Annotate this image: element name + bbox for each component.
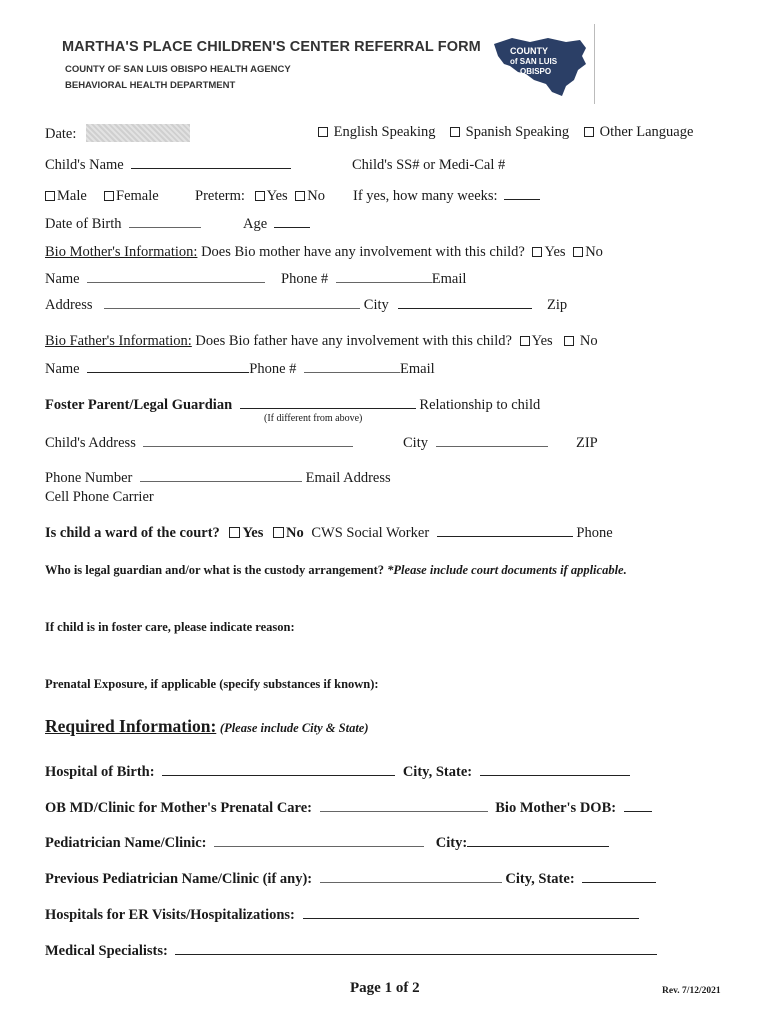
bio-mother-phone-row (281, 271, 466, 288)
date-input[interactable] (86, 124, 190, 142)
specialists-label: Medical Specialists: (45, 943, 168, 959)
ward-no-checkbox[interactable] (273, 527, 284, 538)
cell-carrier-label: Cell Phone Carrier (45, 489, 154, 505)
preterm-label: Preterm: (195, 188, 245, 204)
age-label: Age (243, 216, 268, 232)
ob-md-row (45, 800, 652, 817)
foster-reason-label: If child is in foster care, please indicate reason: (45, 620, 295, 634)
bio-father-question: Does Bio father have any involvement with this child? (195, 333, 512, 349)
specialists-row (45, 943, 657, 960)
bio-mother-yes-checkbox[interactable] (532, 247, 542, 257)
bio-father-no-label: No (579, 333, 598, 349)
childs-zip-label: ZIP (576, 435, 598, 451)
required-heading: Required Information: (45, 716, 217, 736)
other-language-checkbox[interactable] (584, 127, 594, 137)
prev-pediatrician-city-state-label: City, State: (505, 871, 575, 887)
childs-city-row (403, 435, 548, 452)
ss-label: Child's SS# or Medi-Cal # (352, 157, 506, 173)
bio-mother-phone-field[interactable] (336, 281, 432, 283)
english-checkbox[interactable] (318, 127, 328, 137)
hospitals-er-label: Hospitals for ER Visits/Hospitalizations: (45, 907, 295, 923)
other-language-label: Other Language (599, 124, 694, 140)
legal-guardian-note: *Please include court documents if applicable. (387, 563, 627, 577)
hospitals-er-row (45, 907, 639, 924)
male-option[interactable] (45, 188, 87, 205)
spanish-label: Spanish Speaking (465, 124, 570, 140)
english-option[interactable] (318, 124, 436, 141)
ward-yes-label: Yes (242, 525, 264, 541)
female-checkbox[interactable] (104, 191, 114, 201)
pediatrician-city-field[interactable] (467, 845, 609, 847)
logo-text-line3: OBISPO (520, 67, 552, 76)
age-field[interactable] (274, 226, 310, 228)
required-note: (Please include City & State) (219, 721, 369, 735)
email-address-label: Email Address (305, 470, 391, 486)
bio-mother-city-label: City (363, 297, 389, 313)
prev-pediatrician-field[interactable] (320, 881, 502, 883)
bio-mother-question: Does Bio mother have any involvement with this child? (201, 244, 525, 260)
ward-label: Is child a ward of the court? (45, 525, 220, 541)
dob-label: Date of Birth (45, 216, 122, 232)
bio-father-phone-field[interactable] (304, 371, 400, 373)
bio-mother-no-label: No (585, 244, 603, 260)
weeks-row (353, 188, 540, 205)
preterm-no-label: No (307, 188, 326, 204)
bio-mother-phone-label: Phone # (281, 271, 329, 287)
dob-row (45, 216, 201, 233)
prev-pediatrician-city-state-field[interactable] (582, 881, 656, 883)
ob-md-field[interactable] (320, 810, 488, 812)
foster-field[interactable] (240, 407, 416, 409)
bio-father-name-row (45, 361, 435, 378)
phone-number-field[interactable] (140, 480, 302, 482)
ob-md-label: OB MD/Clinic for Mother's Prenatal Care: (45, 800, 312, 816)
bio-mother-name-row (45, 271, 265, 288)
male-checkbox[interactable] (45, 191, 55, 201)
preterm-yes-checkbox[interactable] (255, 191, 265, 201)
female-label: Female (116, 188, 159, 204)
pediatrician-label: Pediatrician Name/Clinic: (45, 835, 207, 851)
date-row (45, 124, 190, 143)
bio-mother-address-row (45, 297, 532, 314)
ward-yes-checkbox[interactable] (229, 527, 240, 538)
foster-row (45, 397, 540, 414)
bio-father-name-field[interactable] (87, 371, 249, 373)
logo-text-line1: COUNTY (510, 46, 548, 56)
childs-city-label: City (403, 435, 428, 451)
hospital-birth-field[interactable] (162, 774, 395, 776)
childs-address-field[interactable] (143, 445, 353, 447)
phone-number-row (45, 470, 391, 487)
bio-father-row (45, 333, 598, 350)
childs-city-field[interactable] (436, 445, 548, 447)
bio-mother-address-field[interactable] (104, 307, 360, 309)
relationship-label: Relationship to child (419, 397, 541, 413)
pediatrician-field[interactable] (214, 845, 424, 847)
bio-mother-dob-label: Bio Mother's DOB: (495, 800, 617, 816)
preterm-row (195, 188, 325, 205)
childs-address-row (45, 435, 353, 452)
cws-phone-label: Phone (576, 525, 613, 541)
female-option[interactable] (104, 188, 159, 205)
bio-mother-heading: Bio Mother's Information: (45, 244, 198, 260)
male-label: Male (57, 188, 87, 204)
bio-father-email-label: Email (400, 361, 435, 377)
dob-field[interactable] (129, 226, 201, 228)
childs-name-label: Child's Name (45, 157, 124, 173)
bio-mother-yes-label: Yes (544, 244, 566, 260)
phone-number-label: Phone Number (45, 470, 133, 486)
logo-text-line2: of SAN LUIS (510, 57, 558, 66)
required-heading-row (45, 716, 369, 737)
cws-label: CWS Social Worker (311, 525, 430, 541)
if-different-note: (If different from above) (264, 413, 363, 424)
bio-father-no-checkbox[interactable] (564, 336, 574, 346)
preterm-no-checkbox[interactable] (295, 191, 305, 201)
childs-address-label: Child's Address (45, 435, 136, 451)
agency-name: COUNTY OF SAN LUIS OBISPO HEALTH AGENCY (65, 64, 291, 75)
revision-date: Rev. 7/12/2021 (662, 986, 721, 996)
bio-mother-name-label: Name (45, 271, 80, 287)
weeks-label: If yes, how many weeks: (353, 188, 498, 204)
bio-mother-no-checkbox[interactable] (573, 247, 583, 257)
hospital-birth-row (45, 764, 630, 781)
childs-name-row (45, 157, 291, 174)
other-language-option[interactable] (584, 124, 693, 141)
bio-mother-email-label: Email (431, 271, 467, 287)
spanish-option[interactable] (450, 124, 569, 141)
preterm-yes-label: Yes (266, 188, 288, 204)
foster-label: Foster Parent/Legal Guardian (45, 397, 233, 413)
pediatrician-row (45, 835, 609, 852)
legal-guardian-question: Who is legal guardian and/or what is the custody arrangement? (45, 563, 385, 577)
prenatal-label: Prenatal Exposure, if applicable (specify substances if known): (45, 677, 379, 691)
childs-name-field[interactable] (131, 167, 291, 169)
spanish-checkbox[interactable] (450, 127, 460, 137)
legal-guardian-row (45, 563, 627, 578)
weeks-field[interactable] (504, 198, 540, 200)
bio-mother-dob-field[interactable] (624, 810, 652, 812)
bio-father-name-label: Name (45, 361, 80, 377)
age-row (243, 216, 310, 233)
bio-father-phone-label: Phone # (249, 361, 297, 377)
page-number: Page 1 of 2 (350, 980, 420, 996)
county-logo (490, 34, 590, 100)
bio-mother-zip-label: Zip (547, 297, 568, 313)
department-name: BEHAVIORAL HEALTH DEPARTMENT (65, 80, 236, 91)
hospitals-er-field[interactable] (303, 917, 639, 919)
prev-pediatrician-row (45, 871, 656, 888)
bio-mother-address-label: Address (45, 297, 93, 313)
specialists-field[interactable] (175, 953, 657, 955)
ward-no-label: No (286, 525, 304, 541)
bio-mother-name-field[interactable] (87, 281, 265, 283)
bio-father-heading: Bio Father's Information: (45, 333, 192, 349)
bio-mother-row (45, 244, 603, 261)
date-label: Date: (45, 126, 77, 142)
form-title: MARTHA'S PLACE CHILDREN'S CENTER REFERRAL FORM (62, 39, 481, 55)
header-divider (594, 24, 595, 104)
bio-father-yes-checkbox[interactable] (520, 336, 530, 346)
cws-field[interactable] (437, 535, 573, 537)
pediatrician-city-label: City: (435, 835, 468, 851)
english-label: English Speaking (333, 124, 436, 140)
prev-pediatrician-label: Previous Pediatrician Name/Clinic (if any): (45, 871, 313, 887)
bio-mother-city-field[interactable] (398, 307, 532, 309)
hospital-birth-city-state-label: City, State: (402, 764, 473, 780)
hospital-birth-city-state-field[interactable] (480, 774, 630, 776)
hospital-birth-label: Hospital of Birth: (45, 764, 155, 780)
bio-father-yes-label: Yes (531, 333, 553, 349)
ward-row (45, 525, 613, 542)
